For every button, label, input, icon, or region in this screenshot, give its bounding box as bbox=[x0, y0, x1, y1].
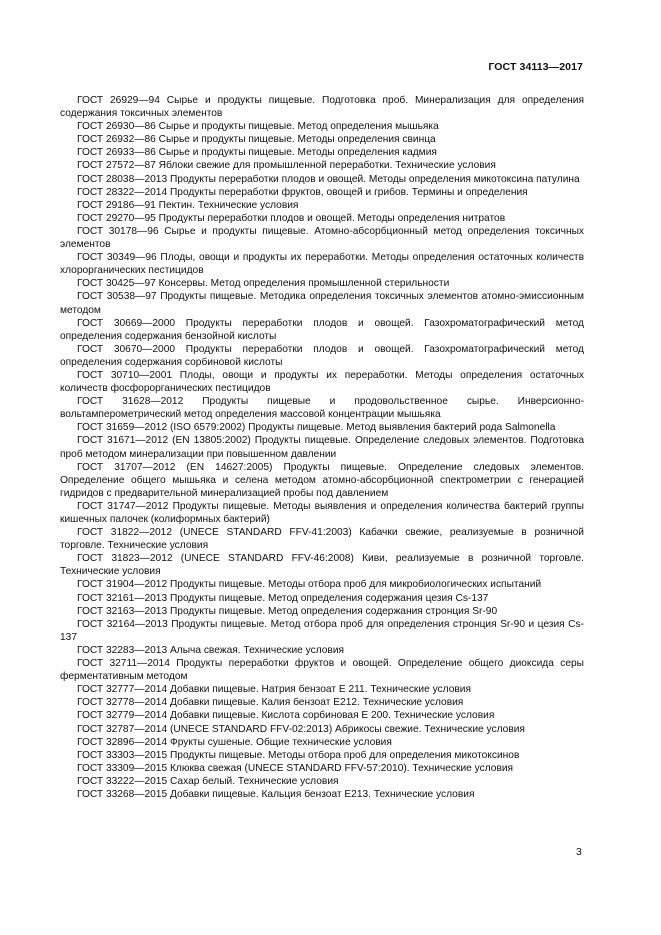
reference-entry: ГОСТ 26929—94 Сырье и продукты пищевые. Подготовка проб. Минерализация для определения содержания токсичных элементов bbox=[60, 95, 584, 120]
reference-entry: ГОСТ 30349—96 Плоды, овощи и продукты их переработки. Методы определения остаточных количеств хлорорганических пестицидов bbox=[60, 252, 584, 277]
reference-entry: ГОСТ 28038—2013 Продукты переработки плодов и овощей. Методы определения микотоксина патулина bbox=[77, 173, 580, 185]
reference-entry: ГОСТ 32778—2014 Добавки пищевые. Калия бензоат E212. Технические условия bbox=[77, 697, 464, 709]
reference-entry: ГОСТ 33309—2015 Клюква свежая (UNECE STANDARD FFV-57:2010). Технические условия bbox=[77, 762, 514, 774]
reference-entry: ГОСТ 31904—2012 Продукты пищевые. Методы отбора проб для микробиологических испытаний bbox=[77, 579, 542, 591]
reference-entry: ГОСТ 31747—2012 Продукты пищевые. Методы выявления и определения количества бактерий группы кишечных палочек (колиформных бактерий) bbox=[60, 500, 584, 525]
reference-entry: ГОСТ 30670—2000 Продукты переработки плодов и овощей. Газохроматографический метод определения содержания сорбиновой кислоты bbox=[60, 343, 584, 368]
reference-entry: ГОСТ 32283—2013 Алыча свежая. Технические условия bbox=[77, 644, 345, 656]
reference-entry: ГОСТ 30178—96 Сырье и продукты пищевые. Атомно-абсорбционный метод определения токсичных элементов bbox=[60, 225, 584, 251]
reference-entry: ГОСТ 31628—2012 Продукты пищевые и продовольственное сырье. Инверсионно-вольтамперометрический метод определения массовой концентрации мышьяка bbox=[60, 396, 584, 421]
reference-entry: ГОСТ 30425—97 Консервы. Метод определения промышленной стерильности bbox=[77, 278, 450, 290]
reference-entry: ГОСТ 29186—91 Пектин. Технические условия bbox=[77, 199, 299, 211]
reference-entry: ГОСТ 29270—95 Продукты переработки плодов и овощей. Методы определения нитратов bbox=[77, 212, 506, 224]
reference-entry: ГОСТ 33222—2015 Сахар белый. Технические условия bbox=[77, 775, 339, 787]
reference-entry: ГОСТ 26932—86 Сырье и продукты пищевые. Методы определения свинца bbox=[77, 134, 436, 146]
reference-entry: ГОСТ 30669—2000 Продукты переработки плодов и овощей. Газохроматографический метод определения содержания бензойной кислоты bbox=[60, 317, 584, 342]
reference-entry: ГОСТ 32161—2013 Продукты пищевые. Метод определения содержания цезия Cs-137 bbox=[77, 592, 489, 604]
reference-entry: ГОСТ 31659—2012 (ISO 6579:2002) Продукты пищевые. Метод выявления бактерий рода Salmonella bbox=[77, 422, 556, 434]
reference-entry: ГОСТ 33268—2015 Добавки пищевые. Кальция бензоат E213. Технические условия bbox=[77, 788, 475, 800]
page-number: 3 bbox=[576, 846, 582, 858]
reference-entry: ГОСТ 30538—97 Продукты пищевые. Методика определения токсичных элементов атомно-эмиссионным методом bbox=[60, 291, 584, 316]
reference-entry: ГОСТ 31707—2012 (EN 14627:2005) Продукты пищевые. Определение следовых элементов. Определение общего мышьяка и селена методом атомно-абсорбционной спектрометрии с генерацией гидридов с предварительной минерализацией пробы под давлением bbox=[60, 461, 584, 499]
reference-entry: ГОСТ 31671—2012 (EN 13805:2002) Продукты пищевые. Определение следовых элементов. Подготовка проб методом минерализации при повышенном давлении bbox=[60, 435, 584, 460]
reference-entry: ГОСТ 31822—2012 (UNECE STANDARD FFV-41:2003) Кабачки свежие, реализуемые в розничной торговле. Технические условия bbox=[60, 527, 584, 552]
reference-entry: ГОСТ 27572—87 Яблоки свежие для промышленной переработки. Технические условия bbox=[77, 160, 496, 172]
reference-entry: ГОСТ 32779—2014 Добавки пищевые. Кислота сорбиновая E 200. Технические условия bbox=[77, 710, 495, 722]
reference-entry: ГОСТ 32711—2014 Продукты переработки фруктов и овощей. Определение общего диоксида серы ферментативным методом bbox=[60, 658, 584, 683]
reference-entry: ГОСТ 26933—86 Сырье и продукты пищевые. Методы определения кадмия bbox=[77, 147, 437, 159]
reference-entry: ГОСТ 32787—2014 (UNECE STANDARD FFV-02:2013) Абрикосы свежие. Технические условия bbox=[77, 723, 525, 735]
reference-entry: ГОСТ 26930—86 Сырье и продукты пищевые. Метод определения мышьяка bbox=[77, 121, 439, 133]
document-header: ГОСТ 34113—2017 bbox=[488, 61, 583, 73]
reference-entry: ГОСТ 32164—2013 Продукты пищевые. Метод отбора проб для определения стронция Sr-90 и цезия Cs-137 bbox=[60, 618, 584, 643]
reference-entry: ГОСТ 31823—2012 (UNECE STANDARD FFV-46:2008) Киви, реализуемые в розничной торговле. Технические условия bbox=[60, 553, 584, 578]
reference-entry: ГОСТ 28322—2014 Продукты переработки фруктов, овощей и грибов. Термины и определения bbox=[77, 186, 528, 198]
reference-entry: ГОСТ 33303—2015 Продукты пищевые. Методы отбора проб для определения микотоксинов bbox=[77, 749, 520, 761]
normative-references-list bbox=[60, 94, 584, 801]
reference-entry: ГОСТ 32777—2014 Добавки пищевые. Натрия бензоат E 211. Технические условия bbox=[77, 684, 471, 696]
reference-entry: ГОСТ 30710—2001 Плоды, овощи и продукты их переработки. Методы определения остаточных количеств фосфорорганических пестицидов bbox=[60, 369, 584, 395]
reference-entry: ГОСТ 32896—2014 Фрукты сушеные. Общие технические условия bbox=[77, 736, 392, 748]
reference-entry: ГОСТ 32163—2013 Продукты пищевые. Метод определения содержания стронция Sr-90 bbox=[77, 605, 498, 617]
